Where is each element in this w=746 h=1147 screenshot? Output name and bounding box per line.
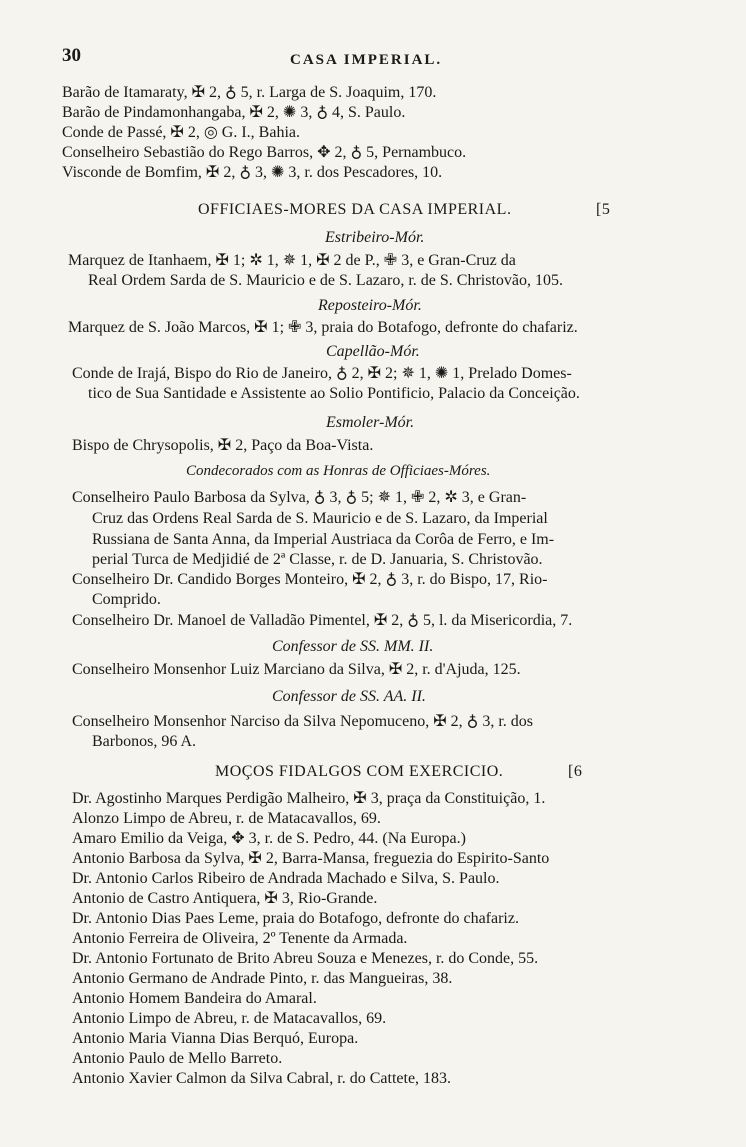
list-item: Dr. Agostinho Marques Perdigão Malheiro, ✠ 3, praça da Constituição, 1. — [72, 790, 546, 807]
section-title: OFFICIAES-MORES DA CASA IMPERIAL. — [198, 201, 512, 218]
entry-line: Conselheiro Dr. Manoel de Valladão Pimentel, ✠ 2, ♁ 5, l. da Misericordia, 7. — [72, 612, 573, 629]
list-item: Antonio Maria Vianna Dias Berquó, Europa. — [72, 1030, 359, 1047]
subheading-estribeiro: Estribeiro-Mór. — [325, 229, 425, 246]
entry-line: Conselheiro Monsenhor Narciso da Silva Nepomuceno, ✠ 2, ♁ 3, r. dos — [72, 713, 534, 730]
subheading-condecorados: Condecorados com as Honras de Officiaes-Móres. — [186, 463, 491, 479]
list-item: Antonio Paulo de Mello Barreto. — [72, 1050, 283, 1067]
subheading-confessor-aa: Confessor de SS. AA. II. — [272, 688, 426, 705]
entry-line: Barão de Pindamonhangaba, ✠ 2, ✺ 3, ♁ 4, S. Paulo. — [62, 104, 406, 121]
section-title: MOÇOS FIDALGOS COM EXERCICIO. — [215, 763, 504, 780]
entry-line: Conselheiro Dr. Candido Borges Monteiro, ✠ 2, ♁ 3, r. do Bispo, 17, Rio- — [72, 571, 548, 588]
list-item: Antonio Xavier Calmon da Silva Cabral, r. do Cattete, 183. — [72, 1070, 452, 1087]
entry-line: Barbonos, 96 A. — [92, 733, 196, 750]
entry-line: perial Turca de Medjidié de 2ª Classe, r. de D. Januaria, S. Christovão. — [92, 551, 543, 568]
list-item: Antonio Barbosa da Sylva, ✠ 2, Barra-Mansa, freguezia do Espirito-Santo — [72, 850, 550, 867]
list-item: Alonzo Limpo de Abreu, r. de Matacavallos, 69. — [72, 810, 381, 827]
section-count: [5 — [596, 201, 611, 218]
list-item: Dr. Antonio Dias Paes Leme, praia do Botafogo, defronte do chafariz. — [72, 910, 519, 927]
entry-line: Conselheiro Monsenhor Luiz Marciano da Silva, ✠ 2, r. d'Ajuda, 125. — [72, 661, 521, 678]
entry-line: Conde de Irajá, Bispo do Rio de Janeiro, ♁ 2, ✠ 2; ✵ 1, ✺ 1, Prelado Domes- — [72, 365, 572, 382]
entry-line: Marquez de Itanhaem, ✠ 1; ✲ 1, ✵ 1, ✠ 2 de P., ✙ 3, e Gran-Cruz da — [68, 252, 516, 269]
list-item: Dr. Antonio Carlos Ribeiro de Andrada Machado e Silva, S. Paulo. — [72, 870, 500, 887]
list-item: Antonio Germano de Andrade Pinto, r. das Mangueiras, 38. — [72, 970, 453, 987]
entry-line: Conselheiro Paulo Barbosa da Sylva, ♁ 3, ♁ 5; ✵ 1, ✙ 2, ✲ 3, e Gran- — [72, 489, 527, 506]
subheading-capellao: Capellão-Mór. — [326, 343, 420, 360]
page-number: 30 — [62, 45, 81, 66]
entry-line: tico de Sua Santidade e Assistente ao Solio Pontificio, Palacio da Conceição. — [88, 385, 580, 402]
list-item: Antonio Limpo de Abreu, r. de Matacavallos, 69. — [72, 1010, 387, 1027]
list-item: Dr. Antonio Fortunato de Brito Abreu Souza e Menezes, r. do Conde, 55. — [72, 950, 539, 967]
section-count: [6 — [568, 763, 583, 780]
list-item: Antonio de Castro Antiquera, ✠ 3, Rio-Grande. — [72, 890, 378, 907]
entry-line: Real Ordem Sarda de S. Mauricio e de S. Lazaro, r. de S. Christovão, 105. — [88, 272, 563, 289]
entry-line: Russiana de Santa Anna, da Imperial Austriaca da Corôa de Ferro, e Im- — [92, 531, 555, 548]
entry-line: Bispo de Chrysopolis, ✠ 2, Paço da Boa-Vista. — [72, 437, 374, 454]
entry-line: Conde de Passé, ✠ 2, ◎ G. I., Bahia. — [62, 124, 300, 141]
subheading-esmoler: Esmoler-Mór. — [326, 414, 415, 431]
entry-line: Visconde de Bomfim, ✠ 2, ♁ 3, ✺ 3, r. dos Pescadores, 10. — [62, 164, 443, 181]
list-item: Amaro Emilio da Veiga, ✥ 3, r. de S. Pedro, 44. (Na Europa.) — [72, 830, 466, 847]
subheading-confessor-mm: Confessor de SS. MM. II. — [272, 638, 434, 655]
entry-line: Marquez de S. João Marcos, ✠ 1; ✙ 3, praia do Botafogo, defronte do chafariz. — [68, 319, 578, 336]
entry-line: Barão de Itamaraty, ✠ 2, ♁ 5, r. Larga de S. Joaquim, 170. — [62, 84, 437, 101]
list-item: Antonio Ferreira de Oliveira, 2º Tenente da Armada. — [72, 930, 408, 947]
entry-line: Cruz das Ordens Real Sarda de S. Mauricio e de S. Lazaro, da Imperial — [92, 510, 548, 527]
running-title: CASA IMPERIAL. — [290, 52, 443, 68]
subheading-reposteiro: Reposteiro-Mór. — [318, 297, 422, 314]
list-item: Antonio Homem Bandeira do Amaral. — [72, 990, 317, 1007]
entry-line: Conselheiro Sebastião do Rego Barros, ✥ 2, ♁ 5, Pernambuco. — [62, 144, 467, 161]
entry-line: Comprido. — [92, 591, 161, 608]
